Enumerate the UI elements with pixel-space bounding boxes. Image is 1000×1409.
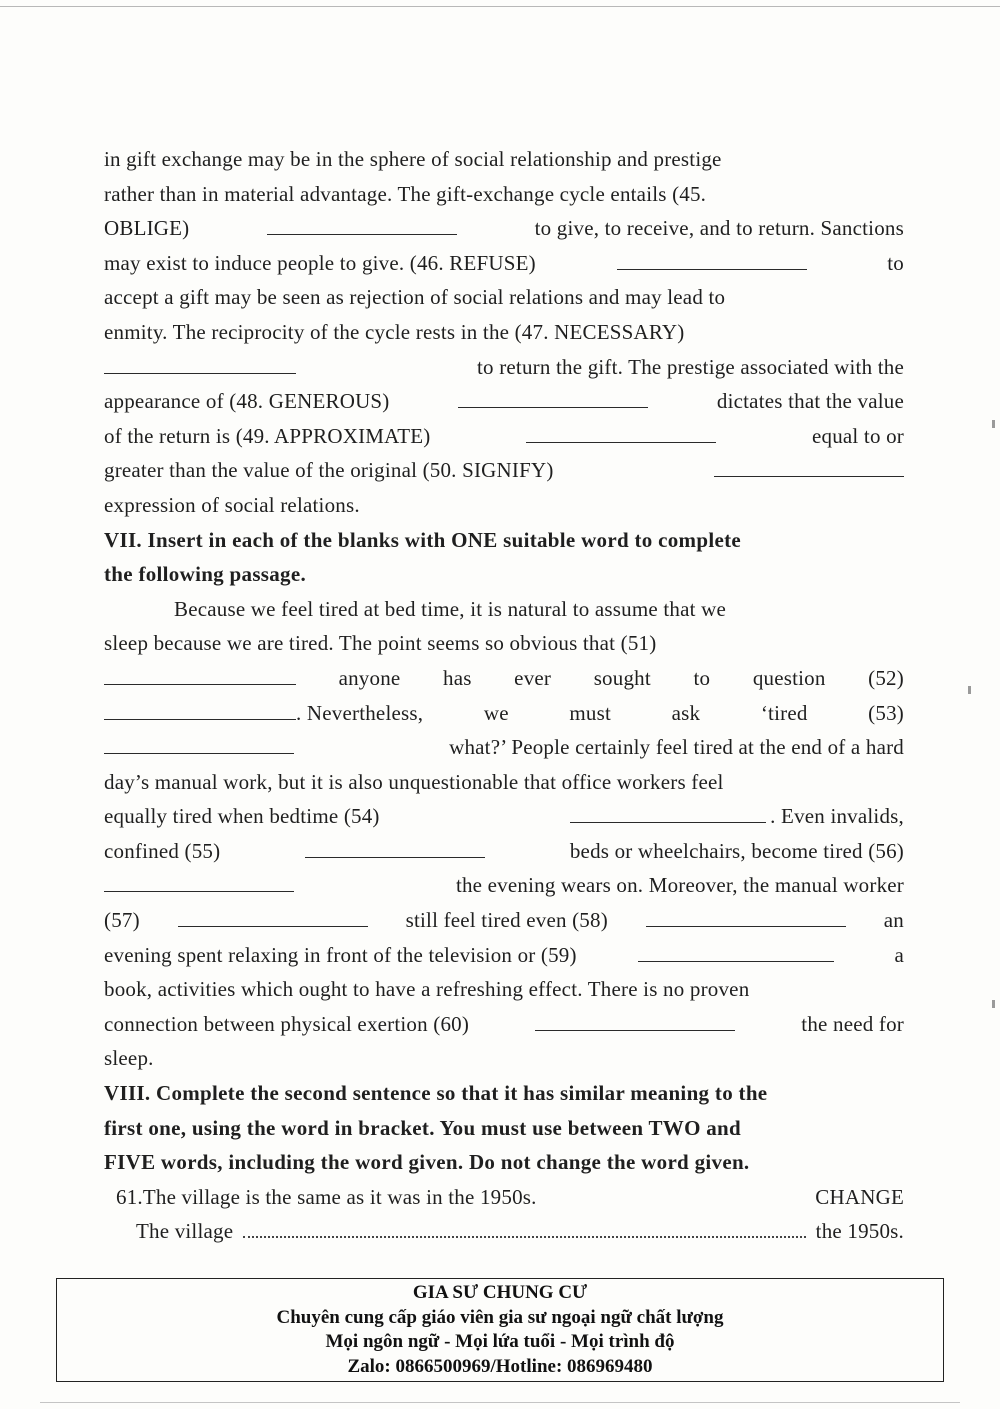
document-body <box>104 142 904 1249</box>
text-line <box>104 280 904 315</box>
text: sleep because we are tired. The point seems so obvious that (51) <box>104 631 657 656</box>
answer-blank-46[interactable] <box>617 251 807 270</box>
answer-blank-52[interactable] <box>104 701 296 720</box>
text: (57) <box>104 908 140 933</box>
text: Because we feel tired at bed time, it is natural to assume that we <box>174 596 727 621</box>
text: anyone <box>338 665 401 690</box>
text: may exist to induce people to give. (46. REFUSE) <box>104 250 536 275</box>
text-line <box>104 350 904 385</box>
answer-blank-57[interactable] <box>178 908 368 927</box>
text: day’s manual work, but it is also unquestionable that office workers feel <box>104 769 724 794</box>
text: the 1950s. <box>815 1219 904 1244</box>
text: confined (55) <box>104 838 221 863</box>
text-line <box>104 730 904 765</box>
answer-blank-53[interactable] <box>104 735 294 754</box>
scan-mark <box>992 420 995 428</box>
text: greater than the value of the original (50. SIGNIFY) <box>104 458 554 483</box>
text: question <box>752 665 826 690</box>
section-heading <box>104 1111 904 1146</box>
text: (52) <box>868 665 904 690</box>
section-heading <box>104 557 904 592</box>
text-line <box>104 1041 904 1076</box>
text: evening spent relaxing in front of the television or (59) <box>104 942 577 967</box>
text: dictates that the value <box>716 389 904 414</box>
text: accept a gift may be seen as rejection of social relations and may lead to <box>104 285 726 310</box>
text-line <box>104 626 904 661</box>
text: we <box>483 700 509 725</box>
text: still feel tired even (58) <box>405 908 608 933</box>
text: connection between physical exertion (60) <box>104 1011 470 1036</box>
text: appearance of (48. GENEROUS) <box>104 389 390 414</box>
answer-blank-51[interactable] <box>104 666 296 685</box>
text-line <box>104 696 904 731</box>
text-line <box>104 419 904 454</box>
text: to <box>693 665 711 690</box>
text-line <box>104 488 904 523</box>
text-line <box>104 246 904 281</box>
text-line <box>104 315 904 350</box>
answer-blank-56[interactable] <box>104 873 294 892</box>
text-line <box>104 765 904 800</box>
text-line <box>104 938 904 973</box>
keyword: CHANGE <box>815 1184 904 1209</box>
text: sought <box>593 665 651 690</box>
top-edge-rule <box>0 6 1000 7</box>
text: to return the gift. The prestige associated with the <box>477 354 904 379</box>
question-61-rewrite <box>104 1214 904 1249</box>
footer-contact: Zalo: 0866500969/Hotline: 086969480 <box>347 1355 653 1377</box>
text: rather than in material advantage. The gift-exchange cycle entails (45. <box>104 181 707 206</box>
text: (53) <box>868 700 904 725</box>
text: sleep. <box>104 1046 154 1071</box>
footer-tagline: Chuyên cung cấp giáo viên gia sư ngoại ngữ chất lượng <box>276 1306 724 1328</box>
text-line <box>104 834 904 869</box>
text: OBLIGE) <box>104 216 190 241</box>
answer-dotted-line-61[interactable] <box>243 1218 805 1238</box>
text-line <box>104 384 904 419</box>
text: of the return is (49. APPROXIMATE) <box>104 423 431 448</box>
text-group <box>104 696 423 731</box>
text: book, activities which ought to have a refreshing effect. There is no proven <box>104 977 750 1002</box>
text-line <box>104 972 904 1007</box>
text-line <box>104 868 904 903</box>
question-sentence: 61.The village is the same as it was in the 1950s. <box>116 1184 537 1209</box>
answer-blank-49[interactable] <box>526 424 716 443</box>
answer-blank-58[interactable] <box>646 908 846 927</box>
text-group <box>570 799 904 834</box>
text-line <box>104 142 904 177</box>
text-line <box>104 1007 904 1042</box>
answer-blank-60[interactable] <box>535 1012 735 1031</box>
text-line <box>104 592 904 627</box>
bottom-edge-rule <box>40 1402 960 1403</box>
question-61 <box>104 1180 904 1215</box>
answer-blank-45[interactable] <box>267 216 457 235</box>
text: to give, to receive, and to return. Sanctions <box>534 216 904 241</box>
text: ‘tired <box>760 700 808 725</box>
text: . Even invalids, <box>770 804 904 829</box>
text-line <box>104 799 904 834</box>
text: enmity. The reciprocity of the cycle rests in the (47. NECESSARY) <box>104 319 685 344</box>
text: has <box>443 665 472 690</box>
text: ever <box>514 665 552 690</box>
answer-blank-59[interactable] <box>638 943 834 962</box>
heading-text: first one, using the word in bracket. You must use between TWO and <box>104 1115 742 1140</box>
text: The village <box>136 1219 234 1244</box>
heading-text: FIVE words, including the word given. Do not change the word given. <box>104 1150 750 1175</box>
section-heading <box>104 1145 904 1180</box>
text: the evening wears on. Moreover, the manual worker <box>455 873 904 898</box>
text: a <box>894 942 904 967</box>
heading-text: the following passage. <box>104 562 307 587</box>
text-line <box>104 211 904 246</box>
scan-mark <box>968 686 971 694</box>
text: must <box>569 700 612 725</box>
footer-subline: Mọi ngôn ngữ - Mọi lứa tuổi - Mọi trình độ <box>325 1331 675 1352</box>
text: an <box>883 908 904 933</box>
text: . Nevertheless, <box>296 700 424 725</box>
answer-blank-50[interactable] <box>714 458 904 477</box>
heading-text: VII. Insert in each of the blanks with ONE suitable word to complete <box>104 527 741 552</box>
answer-blank-55[interactable] <box>305 839 485 858</box>
text: ask <box>671 700 701 725</box>
text: equal to or <box>811 423 904 448</box>
text: what?’ People certainly feel tired at the end of a hard <box>449 735 904 760</box>
footer-title: GIA SƯ CHUNG CƯ <box>412 1282 588 1303</box>
text: to <box>887 250 904 275</box>
text: in gift exchange may be in the sphere of social relationship and prestige <box>104 147 722 171</box>
section-heading <box>104 523 904 558</box>
text-line <box>104 903 904 938</box>
answer-blank-54[interactable] <box>570 804 766 823</box>
text: equally tired when bedtime (54) <box>104 804 380 829</box>
text-line <box>104 177 904 212</box>
heading-text: VIII. Complete the second sentence so that it has similar meaning to the <box>104 1081 768 1106</box>
text-line <box>104 661 904 696</box>
section-heading <box>104 1076 904 1111</box>
answer-blank-47[interactable] <box>104 355 296 374</box>
answer-blank-48[interactable] <box>458 389 648 408</box>
text: expression of social relations. <box>104 492 360 517</box>
text: beds or wheelchairs, become tired (56) <box>569 838 904 863</box>
advertisement-box <box>56 1278 944 1382</box>
scan-mark <box>992 1000 995 1008</box>
text-line <box>104 453 904 488</box>
text: the need for <box>801 1011 904 1036</box>
